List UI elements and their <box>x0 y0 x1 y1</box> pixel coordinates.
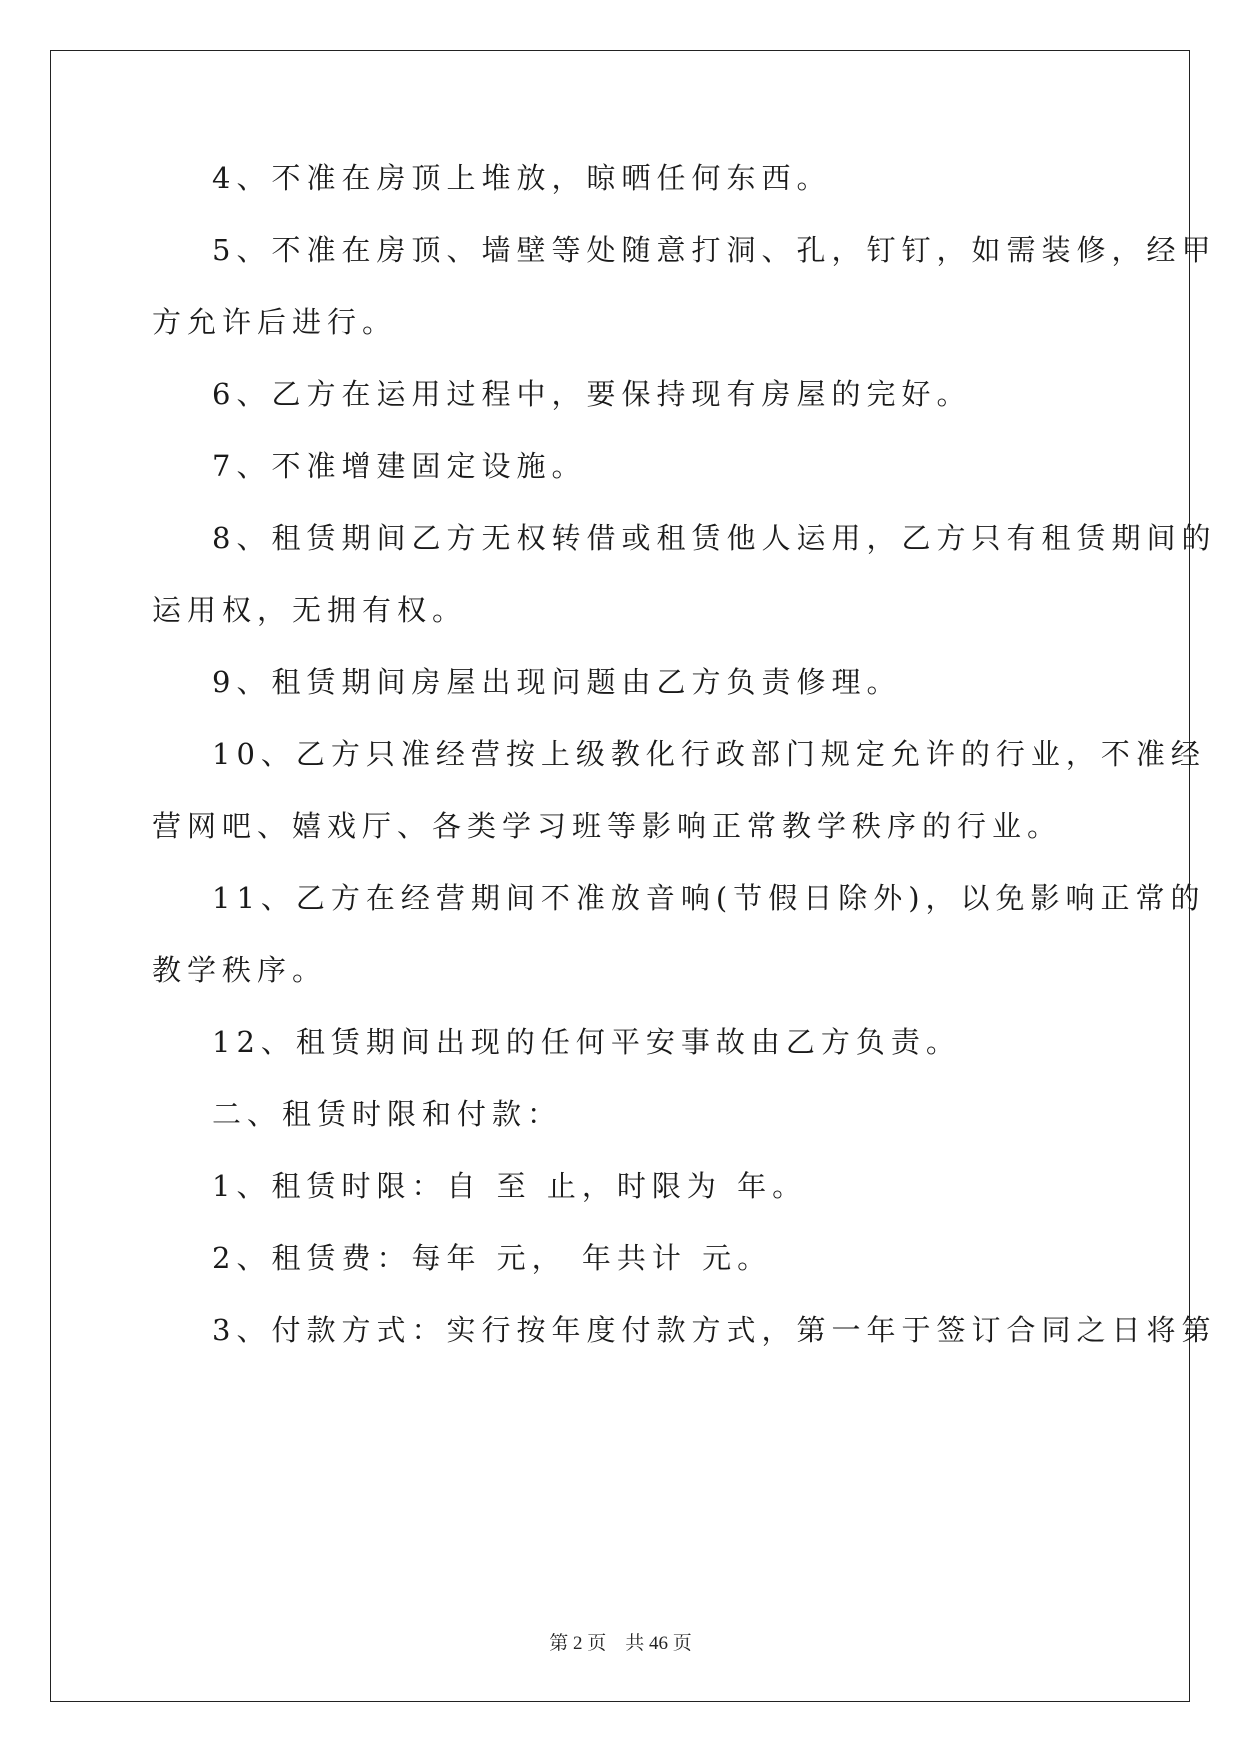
paragraph-payment: 3、付款方式：实行按年度付款方式，第一年于签订合同之日将第 <box>212 1313 1217 1347</box>
paragraph-rule-5-cont: 方允许后进行。 <box>152 305 398 339</box>
paragraph-rule-4: 4、不准在房顶上堆放，晾晒任何东西。 <box>212 161 832 195</box>
paragraph-rule-12: 12、租赁期间出现的任何平安事故由乙方负责。 <box>212 1025 961 1059</box>
paragraph-fee: 2、租赁费：每年 元， 年共计 元。 <box>212 1241 773 1275</box>
paragraph-rule-8-cont: 运用权，无拥有权。 <box>152 593 468 627</box>
paragraph-rule-8: 8、租赁期间乙方无权转借或租赁他人运用，乙方只有租赁期间的 <box>212 521 1217 555</box>
paragraph-rule-11-cont: 教学秩序。 <box>152 953 328 987</box>
paragraph-rule-10: 10、乙方只准经营按上级教化行政部门规定允许的行业，不准经 <box>212 737 1206 771</box>
paragraph-rule-9: 9、租赁期间房屋出现问题由乙方负责修理。 <box>212 665 902 699</box>
paragraph-rule-6: 6、乙方在运用过程中，要保持现有房屋的完好。 <box>212 377 972 411</box>
page-number-footer: 第 2 页 共 46 页 <box>549 1633 692 1654</box>
paragraph-rule-11: 11、乙方在经营期间不准放音响(节假日除外)，以免影响正常的 <box>212 881 1206 915</box>
paragraph-rule-5: 5、不准在房顶、墙壁等处随意打洞、孔，钉钉，如需装修，经甲 <box>212 233 1217 267</box>
paragraph-rule-10-cont: 营网吧、嬉戏厅、各类学习班等影响正常教学秩序的行业。 <box>152 809 1063 843</box>
section-heading-2: 二、租赁时限和付款： <box>212 1097 563 1131</box>
paragraph-term: 1、租赁时限：自 至 止，时限为 年。 <box>212 1169 808 1203</box>
page-border <box>50 50 1190 1702</box>
paragraph-rule-7: 7、不准增建固定设施。 <box>212 449 587 483</box>
